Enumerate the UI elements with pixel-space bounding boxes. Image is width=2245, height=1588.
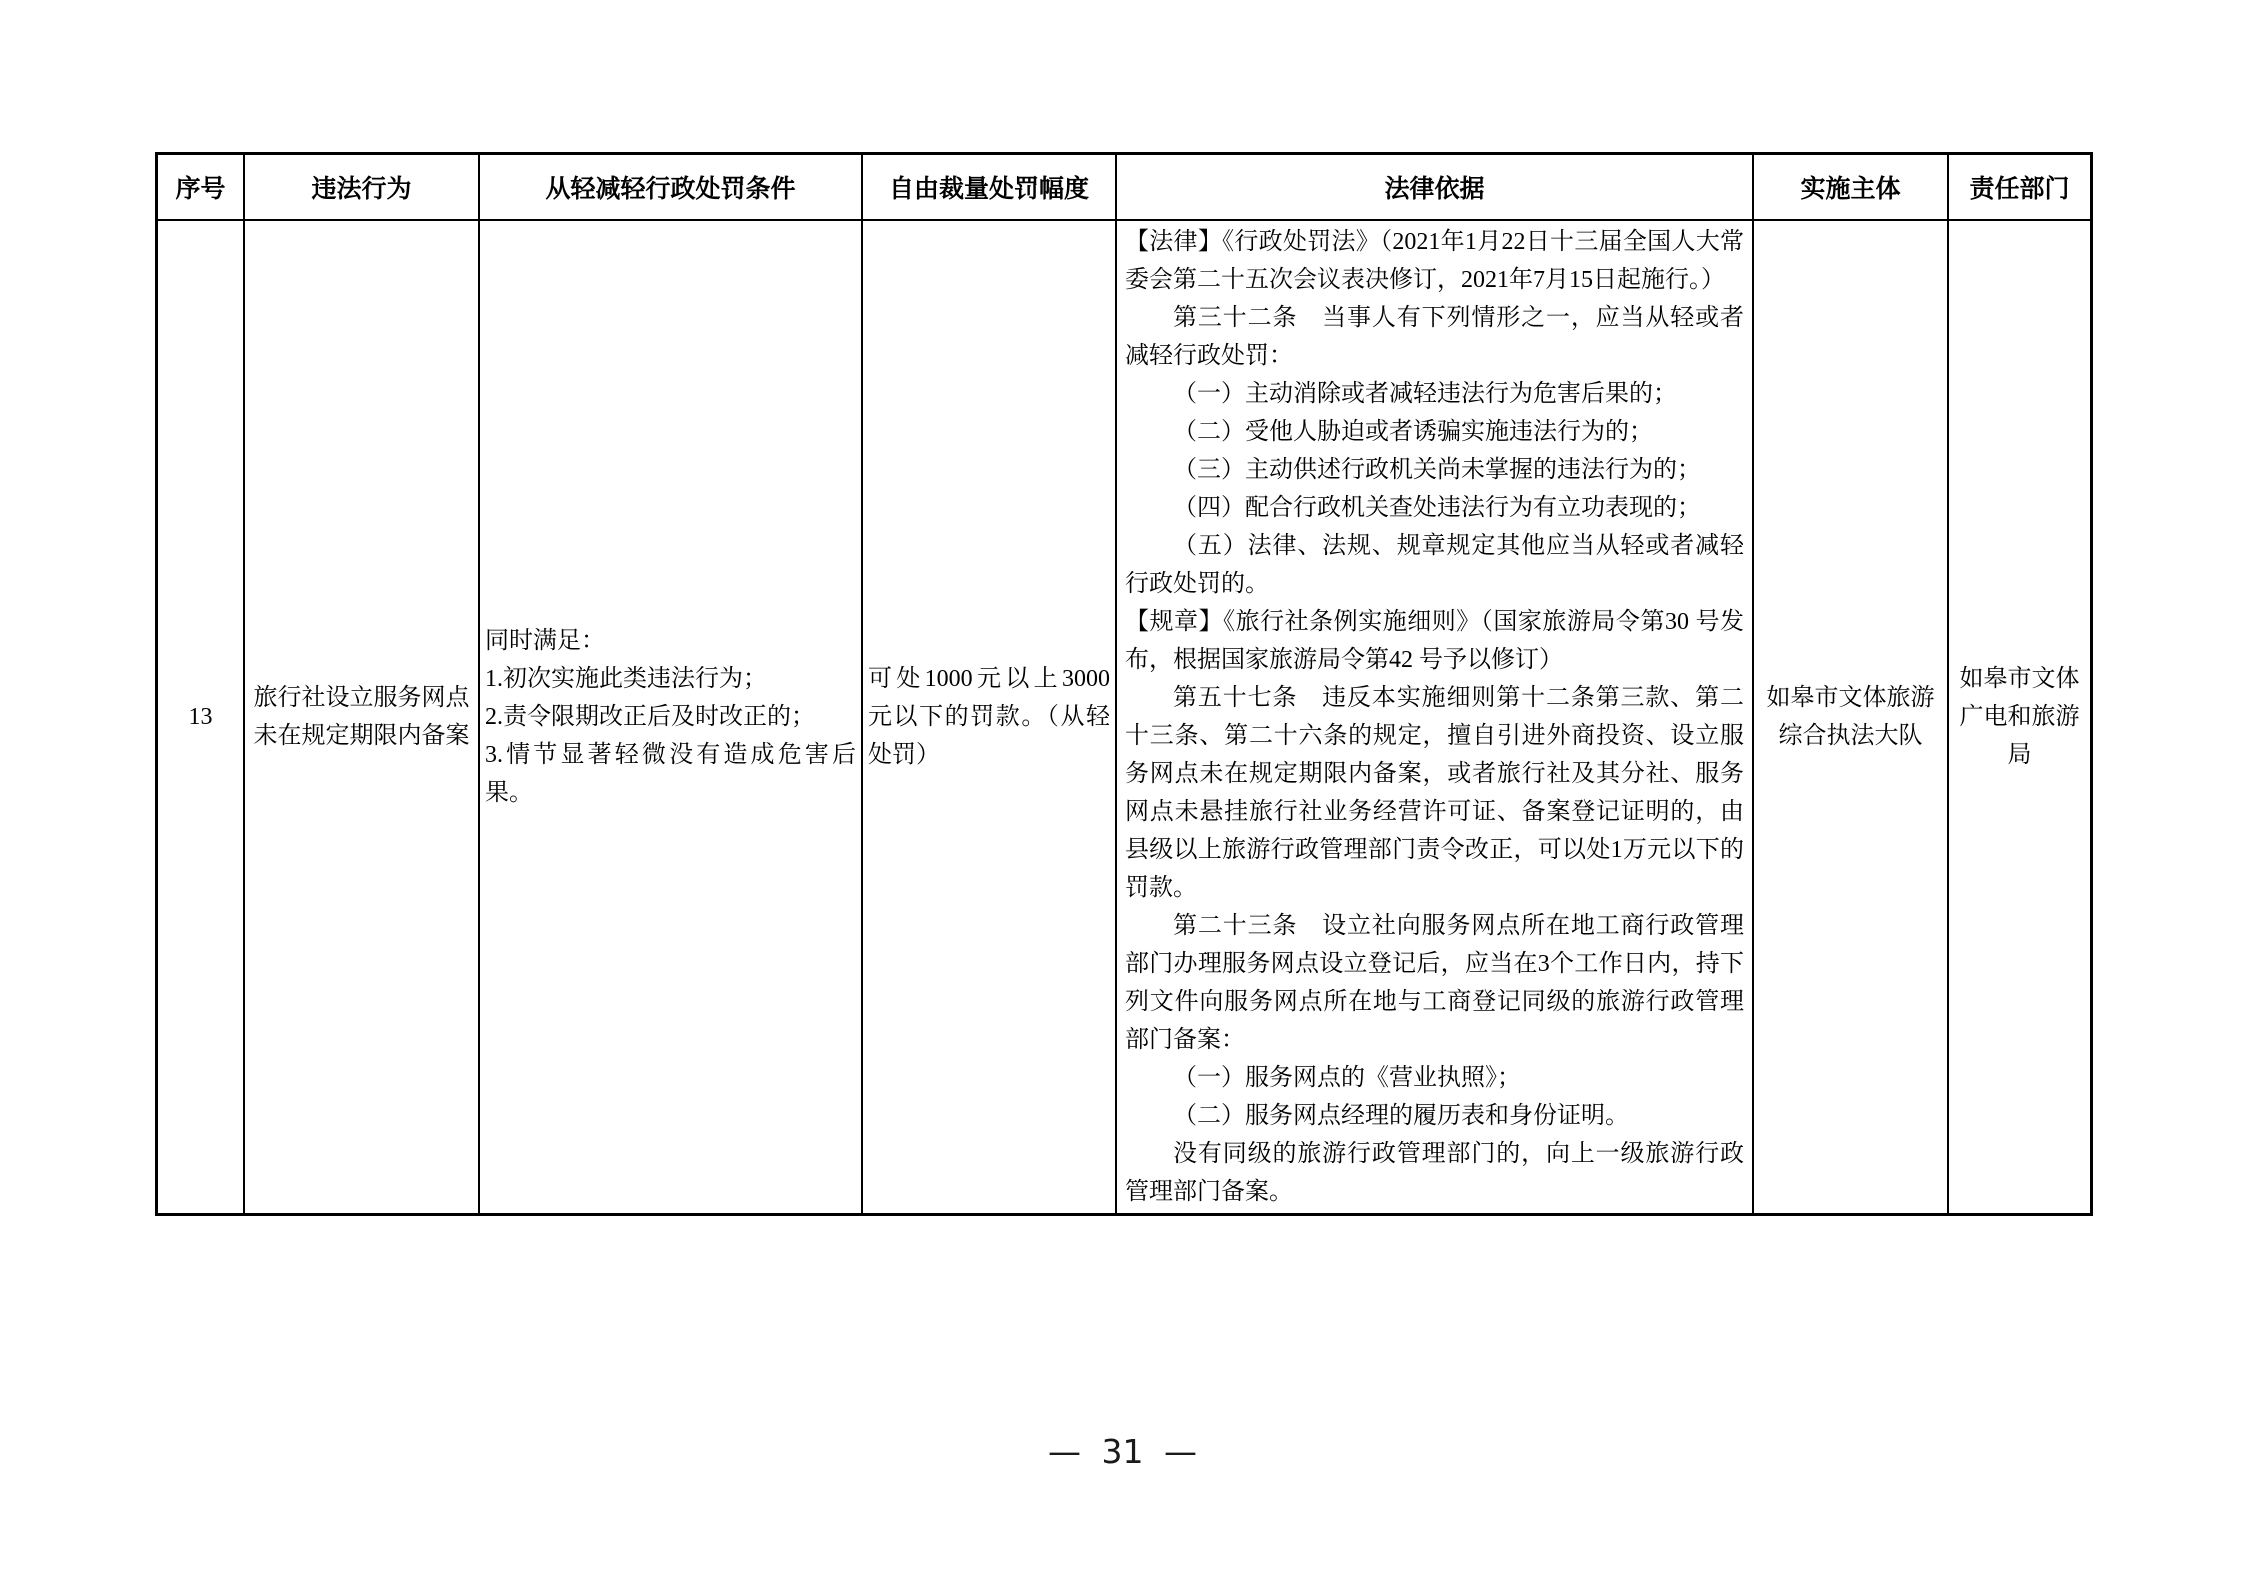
- legal-basis-paragraph: 【法律】《行政处罚法》（2021年1月22日十三届全国人大常委会第二十五次会议表决修订，2021年7月15日起施行。）: [1125, 229, 1744, 293]
- header-implementer: 实施主体: [1752, 155, 1947, 219]
- mitigation-item: 2.责令限期改正后及时改正的；: [485, 704, 815, 730]
- cell-violation: [243, 221, 478, 1213]
- penalty-discretion-table: [155, 152, 2093, 1216]
- violation-text: 旅行社设立服务网点未在规定期限内备案: [253, 685, 470, 749]
- page-number: — 31 —: [1048, 1432, 1197, 1471]
- implementer-text: 如皋市文体旅游综合执法大队: [1766, 685, 1935, 749]
- legal-basis-paragraph: 【规章】《旅行社条例实施细则》（国家旅游局令第30 号发布，根据国家旅游局令第42 号予以修订）: [1125, 609, 1744, 673]
- legal-basis-paragraph: （五）法律、法规、规章规定其他应当从轻或者减轻行政处罚的。: [1125, 533, 1744, 597]
- legal-basis-paragraph: 第三十二条 当事人有下列情形之一，应当从轻或者减轻行政处罚：: [1125, 305, 1744, 369]
- cell-legal-basis: [1115, 221, 1752, 1213]
- cell-discretion-range: [861, 221, 1115, 1213]
- cell-mitigation-conditions: [478, 221, 861, 1213]
- header-responsible-dept: 责任部门: [1947, 155, 2090, 219]
- legal-basis-paragraph: （二）受他人胁迫或者诱骗实施违法行为的；: [1173, 419, 1653, 445]
- header-mitigation-conditions: 从轻减轻行政处罚条件: [478, 155, 861, 219]
- cell-seq: [158, 221, 243, 1213]
- header-legal-basis: 法律依据: [1115, 155, 1752, 219]
- legal-basis-paragraph: （四）配合行政机关查处违法行为有立功表现的；: [1173, 495, 1701, 521]
- header-discretion-range: 自由裁量处罚幅度: [861, 155, 1115, 219]
- legal-basis-paragraph: 第二十三条 设立社向服务网点所在地工商行政管理部门办理服务网点设立登记后，应当在3个工作日内，持下列文件向服务网点所在地与工商登记同级的旅游行政管理部门备案：: [1125, 913, 1744, 1053]
- table-header-row: [158, 155, 2090, 221]
- responsible-dept-text: 如皋市文体广电和旅游局: [1959, 666, 2080, 768]
- mitigation-intro: 同时满足：: [485, 628, 605, 654]
- legal-basis-paragraph: 第五十七条 违反本实施细则第十二条第三款、第二十三条、第二十六条的规定，擅自引进外商投资、设立服务网点未在规定期限内备案，或者旅行社及其分社、服务网点未悬挂旅行社业务经营许可证、备案登记证明的，由县级以上旅游行政管理部门责令改正，可以处1万元以下的罚款。: [1125, 685, 1744, 901]
- legal-basis-paragraph: （二）服务网点经理的履历表和身份证明。: [1173, 1103, 1629, 1129]
- cell-responsible-dept: [1947, 221, 2090, 1213]
- table-row: [158, 221, 2090, 1213]
- legal-basis-paragraph: 没有同级的旅游行政管理部门的，向上一级旅游行政管理部门备案。: [1125, 1141, 1744, 1205]
- seq-number: 13: [188, 704, 213, 730]
- legal-basis-paragraph: （一）主动消除或者减轻违法行为危害后果的；: [1173, 381, 1677, 407]
- mitigation-item: 1.初次实施此类违法行为；: [485, 666, 767, 692]
- mitigation-item: 3.情节显著轻微没有造成危害后果。: [485, 742, 856, 806]
- header-seq: 序号: [175, 175, 226, 203]
- cell-implementer: [1752, 221, 1947, 1213]
- discretion-text: 可处1000元以上3000 元以下的罚款。（从轻处罚）: [868, 666, 1110, 768]
- legal-basis-paragraph: （三）主动供述行政机关尚未掌握的违法行为的；: [1173, 457, 1701, 483]
- header-violation: 违法行为: [243, 155, 478, 219]
- legal-basis-paragraph: （一）服务网点的《营业执照》；: [1173, 1065, 1521, 1091]
